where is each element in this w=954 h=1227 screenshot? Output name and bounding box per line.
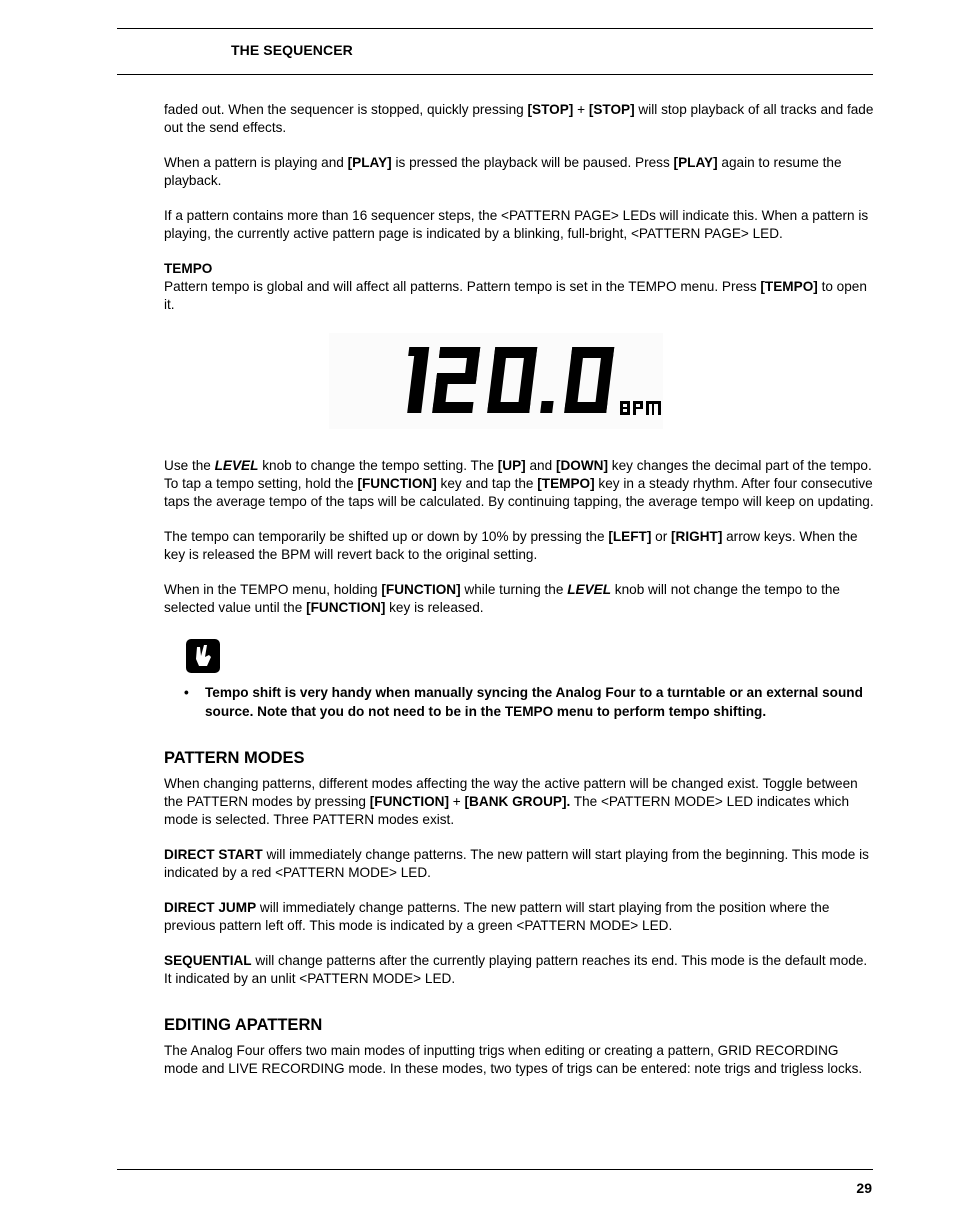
digit-2 <box>432 347 480 413</box>
tempo-display <box>329 333 663 429</box>
paragraph-tempo-intro <box>164 278 876 314</box>
key-play: [PLAY] <box>347 155 392 170</box>
text-run: knob will not change the tempo to the selected value until the <box>164 582 840 615</box>
paragraph-sequential <box>164 952 876 988</box>
text-run: will immediately change patterns. The new pattern will start playing from the position where the previous pattern left off. This mode is indicated by a green <PATTERN MODE> LED. <box>164 900 830 933</box>
paragraph-tempo-function <box>164 581 876 617</box>
digit-1 <box>401 347 429 413</box>
paragraph-stop <box>164 101 876 137</box>
hand-tip-icon <box>186 639 220 673</box>
text-run: key is released. <box>385 600 484 615</box>
text-run: + <box>449 794 465 809</box>
text-run: or <box>651 529 671 544</box>
text-run: If a pattern contains more than 16 sequencer steps, the <PATTERN PAGE> LEDs will indicate this. When a pattern is playing, the currently active pattern page is indicated by a blinking, full-bright, <PATTERN PAGE> LED. <box>164 208 869 241</box>
paragraph-direct-jump <box>164 899 876 935</box>
digit-0 <box>487 347 537 413</box>
text-run: The <PATTERN MODE> LED indicates which mode is selected. Three PATTERN modes exist. <box>164 794 850 827</box>
text-run: arrow keys. When the key is released the BPM will revert back to the original setting. <box>164 529 858 562</box>
tip-list <box>164 683 876 721</box>
text-run: will immediately change patterns. The new pattern will start playing from the beginning. This mode is indicated by a red <PATTERN MODE> LED. <box>164 847 869 880</box>
paragraph-tempo-shift <box>164 528 876 564</box>
text-run: When changing patterns, different modes affecting the way the active pattern will be changed exist. Toggle between the PATTERN modes by pressing <box>164 776 858 809</box>
text-run: key changes the decimal part of the tempo. To tap a tempo setting, hold the <box>164 458 872 491</box>
text-run: key in a steady rhythm. After four consecutive taps the average tempo of the taps will be calculated. By continuing tapping, the average tempo will keep on updating. <box>164 476 874 509</box>
tempo-display-graphic <box>329 333 663 429</box>
term-direct-start: DIRECT START <box>164 847 263 862</box>
page-number: 29 <box>856 1180 872 1196</box>
text-run: + <box>573 102 589 117</box>
text-run: to open it. <box>164 279 867 312</box>
section-heading-pattern-modes: PATTERN MODES <box>164 749 305 767</box>
text-run: The tempo can temporarily be shifted up or down by 10% by pressing the <box>164 529 609 544</box>
page-body <box>164 101 876 1095</box>
bullet: • <box>184 685 189 700</box>
knob-level: LEVEL <box>567 582 612 597</box>
hand-tip-icon-graphic <box>186 639 220 673</box>
digit-0-decimal <box>564 347 614 413</box>
text-run: Pattern tempo is global and will affect all patterns. Pattern tempo is set in the TEMPO menu. Press <box>164 279 761 294</box>
text-run: while turning the <box>460 582 568 597</box>
term-direct-jump: DIRECT JUMP <box>164 900 257 915</box>
header-top-rule <box>117 28 873 29</box>
text-run: When a pattern is playing and <box>164 155 348 170</box>
text-run: again to resume the playback. <box>164 155 842 188</box>
key-function: [FUNCTION] <box>357 476 437 491</box>
header-bottom-rule <box>117 74 873 75</box>
text-run: will stop playback of all tracks and fade out the send effects. <box>164 102 874 135</box>
text-run: will change patterns after the currently playing pattern reaches its end. This mode is the default mode. It indicated by an unlit <PATTERN MODE> LED. <box>164 953 868 986</box>
bpm-label-graphic <box>620 401 661 415</box>
text-run: and <box>525 458 556 473</box>
footer-rule <box>117 1169 873 1170</box>
key-play: [PLAY] <box>673 155 718 170</box>
paragraph-play <box>164 154 876 190</box>
paragraph-pattern-page <box>164 207 876 243</box>
key-function: [FUNCTION] <box>306 600 386 615</box>
tempo-heading: TEMPO <box>164 261 213 276</box>
key-right: [RIGHT] <box>671 529 723 544</box>
key-function: [FUNCTION] <box>381 582 461 597</box>
key-bank-group: [BANK GROUP]. <box>464 794 571 809</box>
term-sequential: SEQUENTIAL <box>164 953 252 968</box>
tip-item <box>164 683 905 721</box>
text-run: knob to change the tempo setting. The <box>258 458 498 473</box>
key-up: [UP] <box>497 458 526 473</box>
key-tempo: [TEMPO] <box>537 476 595 491</box>
tip-text: Tempo shift is very handy when manually syncing the Analog Four to a turntable or an external sound source. Note that you do not need to be in the TEMPO menu to perform tempo shifting. <box>205 685 863 719</box>
decimal-point <box>540 401 553 413</box>
key-stop: [STOP] <box>588 102 635 117</box>
text-run: The Analog Four offers two main modes of inputting trigs when editing or creating a pattern, GRID RECORDING mode and LIVE RECORDING mode. In these modes, two types of trigs can be entered: note trigs and trigless locks. <box>164 1043 863 1076</box>
key-stop: [STOP] <box>527 102 574 117</box>
key-left: [LEFT] <box>608 529 652 544</box>
knob-level: LEVEL <box>214 458 259 473</box>
tempo-display-figure <box>164 333 876 431</box>
key-function: [FUNCTION] <box>369 794 450 809</box>
text-run: key and tap the <box>436 476 538 491</box>
key-tempo: [TEMPO] <box>760 279 818 294</box>
text-run: When in the TEMPO menu, holding <box>164 582 382 597</box>
section-heading-editing-a-pattern: EDITING APATTERN <box>164 1016 323 1034</box>
text-run: Use the <box>164 458 215 473</box>
paragraph-direct-start <box>164 846 876 882</box>
paragraph-pattern-modes-intro <box>164 775 876 829</box>
key-down: [DOWN] <box>555 458 609 473</box>
text-run: is pressed the playback will be paused. Press <box>391 155 674 170</box>
text-run: faded out. When the sequencer is stopped, quickly pressing <box>164 102 528 117</box>
running-header: THE SEQUENCER <box>231 42 353 58</box>
paragraph-tempo-setting <box>164 457 876 511</box>
paragraph-editing-intro <box>164 1042 876 1078</box>
